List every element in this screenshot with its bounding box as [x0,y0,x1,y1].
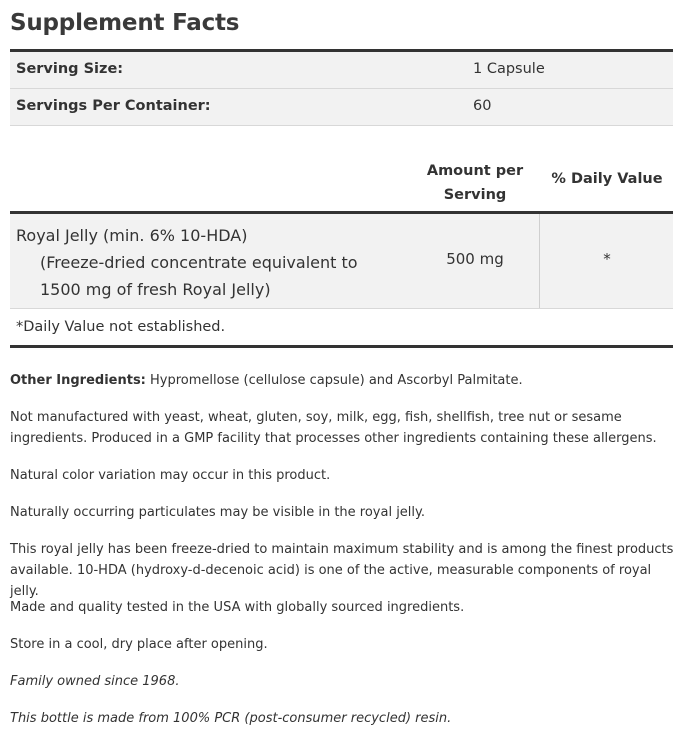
made-in-usa-note: Made and quality tested in the USA with globally sourced ingredients. [10,600,465,615]
ingredient-description: (Freeze-dried concentrate equivalent to 1500 mg of fresh Royal Jelly) [40,253,358,299]
other-ingredients-text: Hypromellose (cellulose capsule) and Ascorbyl Palmitate. [145,373,523,388]
ingredient-row [10,214,673,309]
freeze-dried-note: This royal jelly has been freeze-dried to maintain maximum stability and is among the finest products available. 10-HDA (hydroxy-d-decenoic acid) is one of the active, measurable components of royal jelly. [10,542,674,599]
servings-per-container-label: Servings Per Container: [16,98,211,114]
servings-per-container-value: 60 [473,98,492,114]
color-variation-note: Natural color variation may occur in this product. [10,468,331,483]
amount-per-serving-header [415,159,535,207]
serving-size-value: 1 Capsule [473,61,545,77]
other-ingredients-label: Other Ingredients: [10,373,146,388]
table-bottom-rule [10,345,673,348]
particulates-note: Naturally occurring particulates may be visible in the royal jelly. [10,505,426,520]
family-owned-note: Family owned since 1968. [10,674,180,689]
supplement-facts-table [10,49,673,348]
daily-value-header: % Daily Value [551,171,663,187]
footnote-text: *Daily Value not established. [16,319,226,335]
servings-per-container-row [10,89,673,126]
column-divider [539,214,540,308]
allergen-statement: Not manufactured with yeast, wheat, gluten, soy, milk, egg, fish, shellfish, tree nut or sesame ingredients. Produced in a GMP facility that processes other ingredients containing these allergens. [10,410,657,446]
ingredient-amount: 500 mg [446,250,504,268]
serving-size-label: Serving Size: [16,61,124,77]
column-header-row [10,126,673,211]
storage-note: Store in a cool, dry place after opening. [10,637,268,652]
daily-value-footnote [10,309,673,345]
ingredient-daily-value: * [603,250,611,268]
serving-size-row [10,52,673,89]
ingredient-name: Royal Jelly (min. 6% 10-HDA) [16,226,248,245]
amount-header-line1: Amount per [426,163,524,179]
recycled-bottle-note: This bottle is made from 100% PCR (post-consumer recycled) resin. [10,711,452,726]
other-ingredients [10,370,675,391]
amount-header-line2: Serving [443,187,507,203]
supplement-facts-title: Supplement Facts [10,10,240,36]
